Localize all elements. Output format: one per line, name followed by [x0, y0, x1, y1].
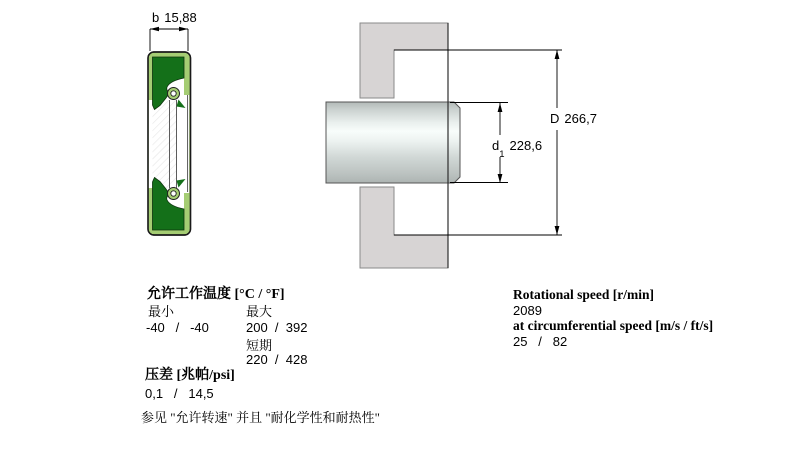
od-arrow-bottom — [555, 226, 560, 235]
seal-left-bore-gap — [149, 100, 153, 188]
garter-spring-bottom-core — [171, 191, 176, 196]
bore-arrow-top — [498, 103, 503, 112]
circumferential-speed-value: 25 / 82 — [513, 334, 568, 349]
rotational-speed-header: Rotational speed [r/min] — [513, 287, 654, 302]
od-arrow-top — [555, 50, 560, 59]
pressure-header: 压差 [兆帕/psi] — [145, 368, 235, 383]
temperature-min-value: -40 / -40 — [146, 320, 209, 335]
temperature-max-value: 200 / 392 — [246, 320, 308, 335]
housing-upper — [360, 23, 448, 98]
rotational-speed-value: 2089 — [513, 303, 542, 318]
b-dimension-value: 15,88 — [164, 10, 197, 25]
b-dimension — [150, 29, 188, 51]
temperature-short-term-label: 短期 — [246, 338, 273, 353]
b-arrow-right — [179, 27, 188, 31]
b-dimension-label — [151, 11, 198, 25]
seal-cross-section-drawing — [148, 27, 191, 235]
temperature-short-term-value: 220 / 428 — [246, 352, 308, 367]
temperature-max-label: 最大 — [246, 304, 273, 319]
pressure-value: 0,1 / 14,5 — [145, 386, 214, 401]
seal-right-bore-gap — [184, 95, 189, 193]
housing-lower — [360, 187, 448, 268]
garter-spring-top-core — [171, 91, 176, 96]
circumferential-speed-header: at circumferential speed [m/s / ft/s] — [513, 318, 714, 333]
bore-dimension-label — [491, 138, 543, 160]
od-dimension-label — [549, 112, 598, 126]
b-dimension-symbol: b — [152, 10, 160, 25]
see-also-note: 参见 "允许转速" 并且 "耐化学性和耐热性" — [141, 410, 380, 425]
temperature-header: 允许工作温度 [°C / °F] — [147, 287, 285, 302]
bore-dimension-value: 228,6 — [509, 138, 543, 153]
bore-arrow-bottom — [498, 174, 503, 183]
shaft — [326, 102, 460, 183]
temperature-min-label: 最小 — [148, 304, 175, 319]
od-dimension-symbol: D — [550, 111, 560, 126]
od-dimension-value: 266,7 — [564, 111, 597, 126]
b-arrow-left — [150, 27, 159, 31]
bore-dimension-symbol: $d_1$ — [492, 138, 505, 160]
seal-hatch-area — [153, 100, 177, 188]
